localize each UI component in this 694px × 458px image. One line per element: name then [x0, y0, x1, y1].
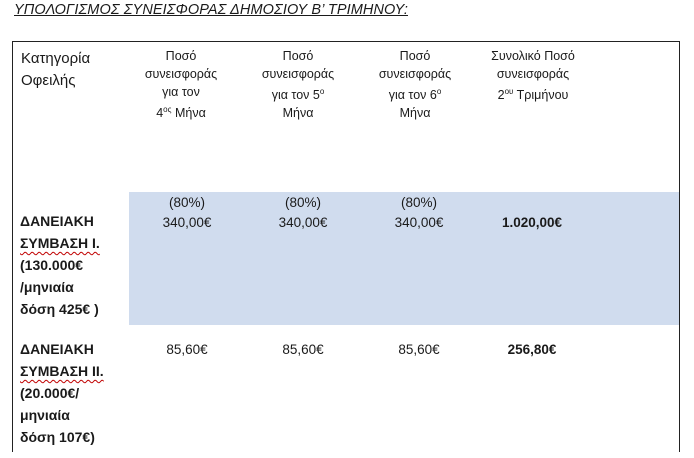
row-1-month-5-value: 340,00€: [278, 215, 328, 230]
header-month-4: Ποσό συνεισφοράς για τον $4^{o\varsigma}$ Μήνα: [144, 49, 218, 121]
row-1-total: 1.020,00€: [501, 215, 563, 230]
row-2-month-6-value: 85,60€: [398, 342, 440, 357]
document-title: ΥΠΟΛΟΓΙΣΜΟΣ ΣΥΝΕΙΣΦΟΡΑΣ ΔΗΜΟΣΙΟΥ Β’ ΤΡΙΜΗΝΟΥ:: [14, 2, 408, 18]
header-quarter-total: Συνολικό Ποσό συνεισφοράς $2^{o\upsilon}$ Τριμήνου: [491, 49, 575, 103]
row-1-month-4-value: 340,00€: [162, 215, 212, 230]
highlight-band: [129, 192, 679, 325]
row-1-month-5-percent: (80%): [284, 195, 321, 210]
row-1-month-6-percent: (80%): [400, 195, 437, 210]
row-1-category: ΔΑΝΕΙΑΚΗ ΣΥΜΒΑΣΗ Ι. (130.000€ /μηνιαία δόση 425€ ): [20, 213, 100, 317]
row-1-month-4-percent: (80%): [168, 195, 205, 210]
header-category: Κατηγορία Οφειλής: [21, 50, 91, 89]
header-month-5: Ποσό συνεισφοράς για τον $5^o$ Μήνα: [261, 49, 335, 121]
row-2-month-4-value: 85,60€: [166, 342, 208, 357]
row-1-month-6-value: 340,00€: [394, 215, 444, 230]
contribution-table: [12, 41, 680, 452]
row-2-total: 256,80€: [507, 342, 557, 357]
row-2-category: ΔΑΝΕΙΑΚΗ ΣΥΜΒΑΣΗ ΙΙ. (20.000€/ μηνιαία δόση 107€): [20, 341, 104, 445]
header-month-6: Ποσό συνεισφοράς για τον $6^o$ Μήνα: [378, 49, 452, 121]
row-2-month-5-value: 85,60€: [282, 342, 324, 357]
